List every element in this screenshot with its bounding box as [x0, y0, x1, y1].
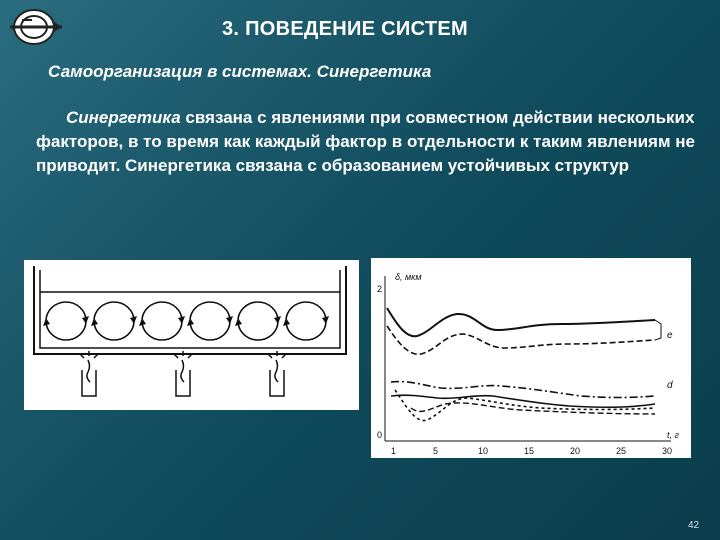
convection-cells-figure [24, 260, 359, 410]
x-tick: 15 [524, 446, 535, 456]
heat-source [268, 351, 286, 396]
curve-label-d: d [667, 380, 673, 391]
convection-cell [286, 302, 326, 340]
x-tick: 25 [616, 446, 627, 456]
x-axis-label: t, г [667, 430, 679, 440]
curve-d-4 [411, 403, 655, 414]
x-tick: 1 [391, 446, 397, 456]
convection-cell [142, 302, 182, 340]
oscillation-graph-figure [371, 258, 691, 458]
slide-title: 3. ПОВЕДЕНИЕ СИСТЕМ [222, 18, 468, 40]
logo-icon [6, 6, 66, 48]
paragraph-text: связана с явлениями при совместном действии нескольких факторов, в то время как каждый фактор в отдельности к таким явлениям не приводит. Синергетика связана с образованием устойчивых структур [36, 108, 695, 175]
curve-e-upper [387, 308, 655, 336]
x-tick: 5 [433, 446, 439, 456]
page-number: 42 [688, 520, 700, 531]
slide-subtitle: Самоорганизация в системах. Синергетика [48, 62, 432, 81]
heat-source [174, 351, 192, 396]
convection-cells-diagram [24, 260, 359, 410]
y-tick-zero: 0 [377, 430, 383, 440]
curve-d-1 [391, 382, 655, 398]
y-tick-top: 2 [377, 284, 383, 294]
x-tick: 10 [478, 446, 489, 456]
y-axis-label: δ, мкм [395, 272, 422, 282]
body-paragraph [36, 106, 706, 178]
paragraph-lead-term: Синергетика [66, 108, 181, 127]
convection-cell [238, 302, 278, 340]
curve-label-e: e [667, 330, 673, 341]
x-tick: 30 [662, 446, 673, 456]
x-tick: 20 [570, 446, 581, 456]
curve-d-3 [395, 390, 655, 421]
convection-cell [190, 302, 230, 340]
oscillation-graph [371, 258, 691, 458]
convection-cell [94, 302, 134, 340]
heat-source [80, 351, 98, 396]
convection-cell [46, 302, 86, 340]
